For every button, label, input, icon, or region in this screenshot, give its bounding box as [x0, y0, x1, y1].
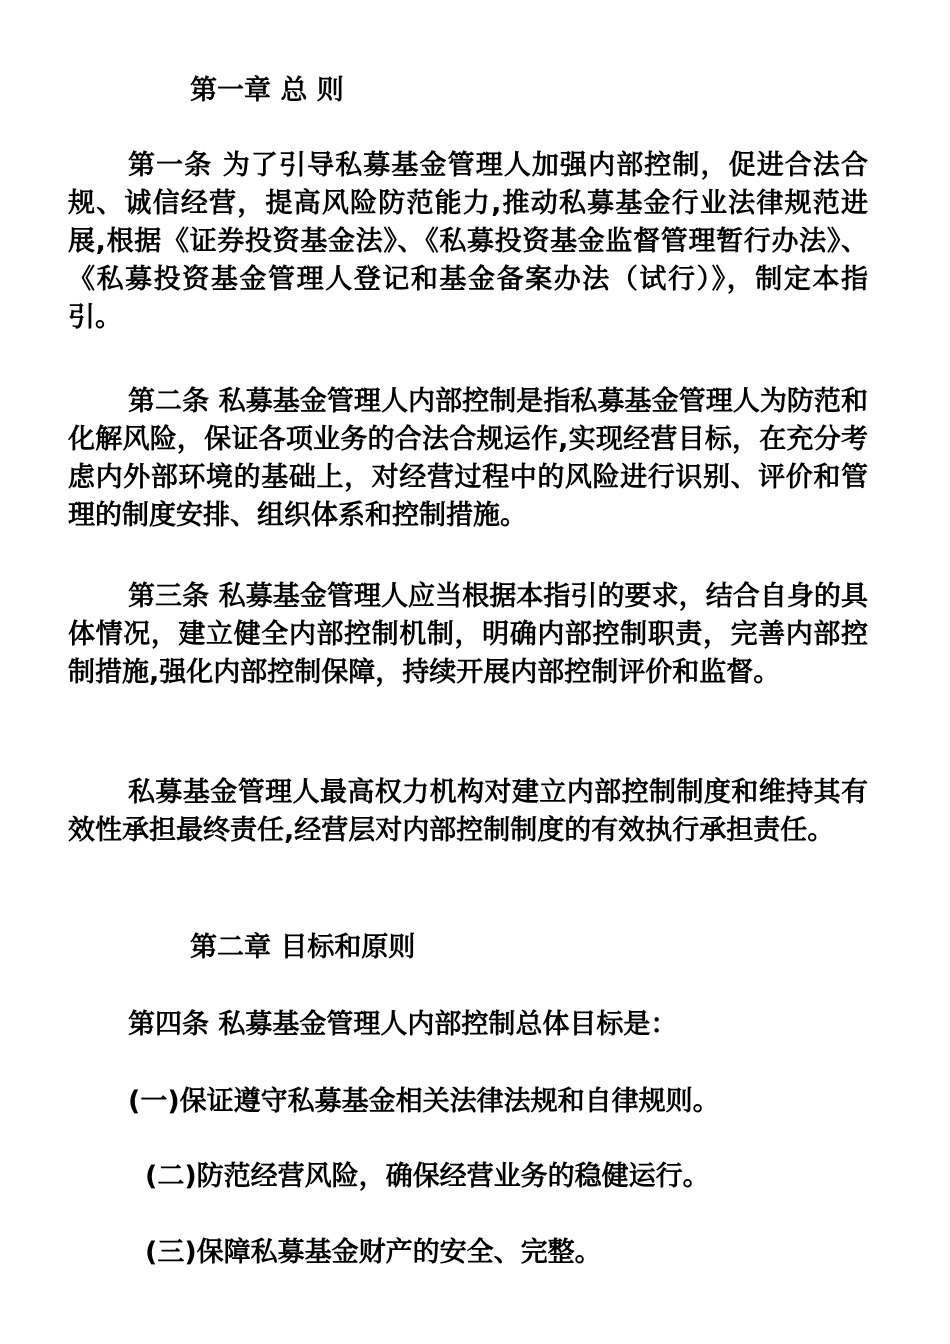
article-3-paragraph: 第三条 私募基金管理人应当根据本指引的要求，结合自身的具体情况，建立健全内部控制机制，明确内部控制职责，完善内部控制措施,强化内部控制保障，持续开展内部控制评价和监督。 — [68, 581, 868, 688]
responsibility-paragraph: 私募基金管理人最高权力机构对建立内部控制制度和维持其有效性承担最终责任,经营层对内部控制制度的有效执行承担责任。 — [68, 777, 868, 846]
article-2-paragraph: 第二条 私募基金管理人内部控制是指私募基金管理人为防范和化解风险，保证各项业务的合法合规运作,实现经营目标，在充分考虑内外部环境的基础上，对经营过程中的风险进行识别、评价和管理的制度安排、组织体系和控制措施。 — [68, 386, 868, 531]
article-1-paragraph: 第一条 为了引导私募基金管理人加强内部控制，促进合法合规、诚信经营，提高风险防范能力,推动私募基金行业法律规范进展,根据《证券投资基金法》、《私募投资基金监督管理暂行办法》、《私募投资基金管理人登记和基金备案办法（试行）》，制定本指引。 — [68, 150, 868, 333]
chapter-2-title: 第二章 目标和原则 — [190, 932, 416, 963]
objective-item-3: (三)保障私募基金财产的安全、完整。 — [145, 1237, 602, 1268]
objective-item-2: (二)防范经营风险，确保经营业务的稳健运行。 — [145, 1161, 710, 1192]
article-4-intro: 第四条 私募基金管理人内部控制总体目标是： — [128, 1009, 678, 1040]
objective-item-1: (一)保证遵守私募基金相关法律法规和自律规则。 — [128, 1086, 720, 1117]
chapter-1-title: 第一章 总 则 — [190, 75, 344, 106]
